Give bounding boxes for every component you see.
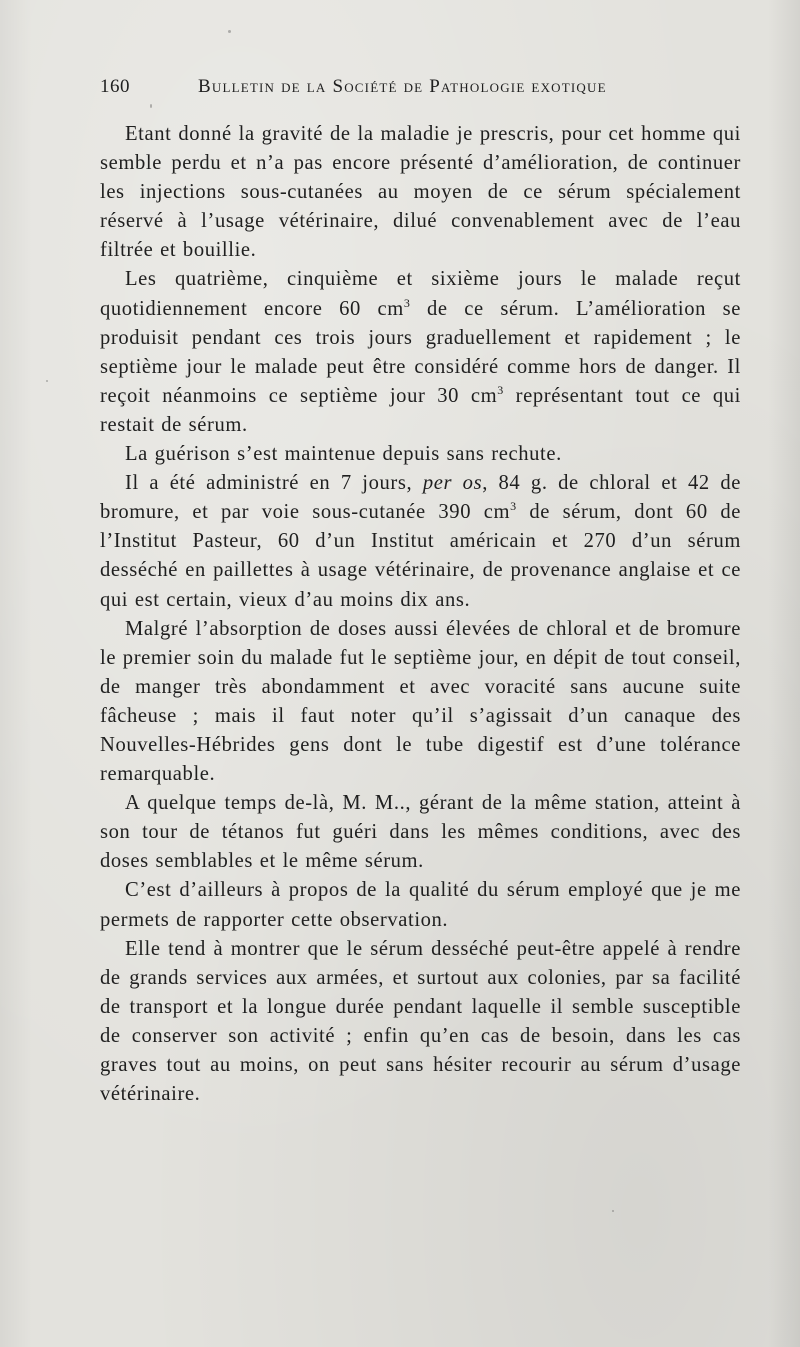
text-run: de ce sérum. L’amélioration se produisit pendant ces trois jours graduellement et rapidement ; le septième jour le malade peut être considéré comme hors de danger. Il reçoit néanmoins ce septième jour 30 cm	[100, 297, 741, 407]
text-run: Les quatrième, cinquième et sixième jours le malade reçut quotidiennement encore 60 cm	[100, 268, 741, 320]
running-title: Bulletin de la Société de Pathologie exotique	[198, 76, 607, 97]
article-body	[100, 120, 741, 1109]
scan-speck	[150, 104, 152, 108]
text-run: représentant tout ce qui restait de sérum.	[100, 384, 741, 436]
text-run: de sérum, dont 60 de l’Institut Pasteur, 60 d’un Institut américain et 270 d’un sérum desséché en paillettes à usage vétérinaire, de provenance anglaise et ce qui est certain, vieux d’au moins dix ans.	[100, 501, 741, 611]
paragraph: Elle tend à montrer que le sérum desséché peut-être appelé à rendre de grands services aux armées, et surtout aux colonies, par sa facilité de transport et la longue durée pendant laquelle il semble susceptible de conserver son activité ; enfin qu’en cas de besoin, dans les cas graves tout au moins, on peut sans hésiter recourir au sérum d’usage vétérinaire.	[100, 937, 741, 1106]
scan-speck	[612, 1210, 614, 1212]
superscript: 3	[497, 382, 504, 397]
text-run: Il a été administré en 7 jours,	[125, 472, 423, 495]
paragraph: Etant donné la gravité de la maladie je prescris, pour cet homme qui semble perdu et n’a pas encore présenté d’amélioration, de continuer les injections sous-cutanées au moyen de ce sérum spécialement réservé à l’usage vétérinaire, dilué convenablement avec de l’eau filtrée et bouillie.	[100, 123, 741, 262]
paragraph: La guérison s’est maintenue depuis sans rechute.	[125, 443, 562, 466]
scan-speck	[228, 30, 231, 33]
paragraph: A quelque temps de-là, M. M.., gérant de la même station, atteint à son tour de tétanos fut guéri dans les mêmes conditions, avec des doses semblables et le même sérum.	[100, 792, 741, 873]
page-number: 160	[100, 76, 130, 97]
superscript: 3	[403, 295, 411, 310]
paragraph	[100, 265, 741, 440]
scan-speck	[46, 380, 48, 382]
paragraph: C’est d’ailleurs à propos de la qualité du sérum employé que je me permets de rapporter cette observation.	[100, 879, 741, 931]
paragraph	[100, 469, 741, 614]
italic-text: per os	[422, 472, 483, 495]
paragraph: Malgré l’absorption de doses aussi élevées de chloral et de bromure le premier soin du malade fut le septième jour, en dépit de tout conseil, de manger très abondamment et avec voracité sans aucune suite fâcheuse ; mais il faut noter qu’il s’agissait d’un canaque des Nouvelles-Hébrides gens dont le tube digestif est d’une tolérance remarquable.	[100, 617, 742, 786]
text-run: , 84 g. de chloral et 42 de bromure, et par voie sous-cutanée 390 cm	[100, 472, 742, 524]
superscript: 3	[510, 499, 517, 514]
page-header	[100, 72, 740, 102]
